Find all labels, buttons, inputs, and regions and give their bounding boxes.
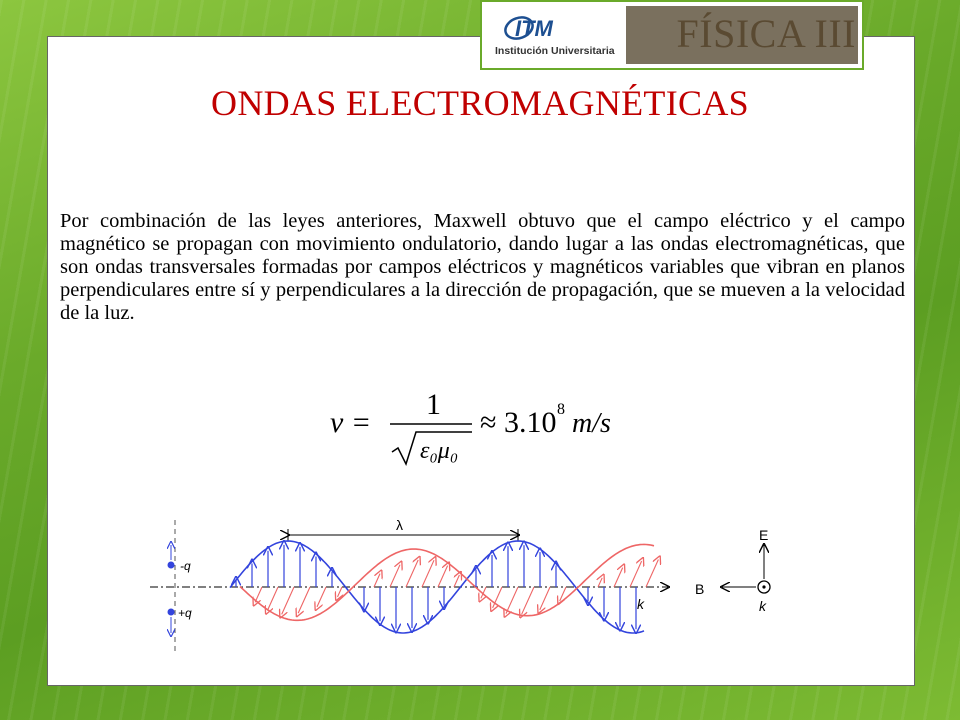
b-vector <box>646 560 658 588</box>
b-vector <box>540 587 550 610</box>
wavelength-label: λ <box>396 517 403 533</box>
formula-exponent: 8 <box>557 401 565 418</box>
formula-units: m/s <box>572 408 611 439</box>
b-vector <box>506 587 518 614</box>
b-label: B <box>695 581 705 597</box>
b-vector <box>338 587 343 597</box>
b-vector <box>390 565 400 587</box>
b-vector <box>255 587 262 602</box>
b-vector <box>630 561 642 587</box>
b-vector <box>454 575 459 587</box>
b-vector <box>298 587 310 613</box>
logo-brand-text: ITM <box>515 16 553 41</box>
b-vector <box>282 587 294 614</box>
e-label: E <box>759 527 769 543</box>
em-wave-diagram <box>140 515 800 665</box>
b-vector <box>598 578 602 587</box>
course-title: FÍSICA III <box>676 11 856 56</box>
k-label: k <box>637 596 644 612</box>
formula-denominator: ε₀μ₀ <box>420 438 459 464</box>
pos-charge-label: +q <box>178 606 192 620</box>
b-vector <box>438 566 448 587</box>
formula-approx: ≈ 3.10 <box>480 406 557 439</box>
institution-logo <box>489 6 624 64</box>
b-vector <box>267 587 278 611</box>
k2-label: k <box>759 598 766 614</box>
logo-subtitle-text: Institución Universitaria <box>495 45 615 57</box>
b-vector <box>374 574 380 587</box>
b-vector <box>614 568 623 587</box>
b-vector <box>422 560 434 587</box>
pos-charge-dot <box>168 609 175 616</box>
neg-charge-label: -q <box>180 559 191 573</box>
formula-lhs: v = <box>330 406 372 439</box>
b-vector <box>406 560 418 587</box>
b-vector <box>522 587 534 614</box>
neg-charge-dot <box>168 562 175 569</box>
k-dot <box>762 585 765 588</box>
b-vector <box>317 587 326 607</box>
body-paragraph: Por combinación de las leyes anteriores, Maxwell obtuvo que el campo eléctrico y el campo magnético se propagan con movimiento ondulatorio, dando lugar a las ondas electromagnéticas, que son ondas transversales formadas por campos eléctricos y magnéticos variables que vibran en planos perpendiculares entre sí y perpendiculares a la dirección de propagación, que se mueven a la velocidad de la luz. <box>60 210 905 324</box>
magnetic-field-wave <box>240 544 654 620</box>
formula-numerator: 1 <box>426 388 441 421</box>
light-speed-formula <box>330 388 650 468</box>
electric-field-wave <box>230 541 644 633</box>
page-title: ONDAS ELECTROMAGNÉTICAS <box>211 83 749 123</box>
